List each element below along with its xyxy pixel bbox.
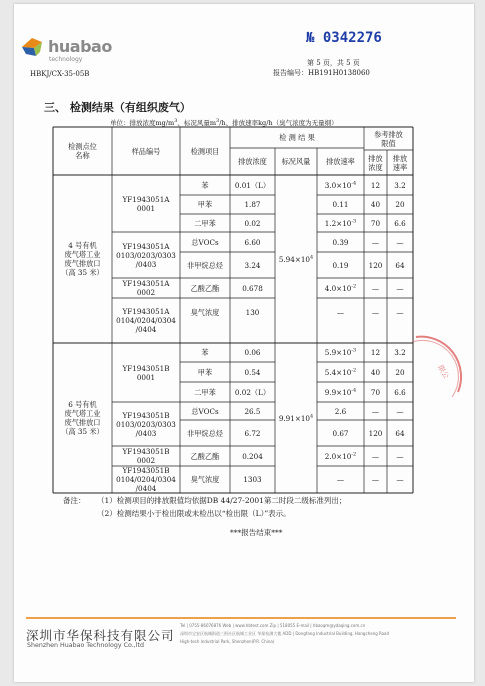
concentration-value: 1303 [243,475,262,484]
section-title: 三、 检测结果（有组织废气） [44,101,191,114]
sample-id: YF1943051A 0002 [122,279,170,297]
limit-concentration: — [371,283,380,293]
test-item: 二甲苯 [194,387,216,397]
footer-company-en: Shenzhen Huabao Technology Co.,ltd [27,642,144,649]
logo-text: huabao [48,37,112,56]
limit-concentration: 12 [370,348,381,357]
limit-concentration: 70 [370,387,381,397]
sample-id: YF1943051A 0104/0204/0304 /0404 [116,307,176,334]
notes-label: 备注： [63,496,86,505]
flow-value: $9.91\times 10^4$ [278,413,314,423]
test-item: 苯 [201,348,209,357]
test-item: 苯 [201,180,209,190]
test-item: 总VOCs [191,237,219,247]
limit-concentration: 120 [368,260,383,270]
header-flow: 标况风量 [281,157,311,166]
footer-address: 深圳市宝安区航城街道三围社区航城工业区 华保检测大楼 ADD | Dongfang Industrial Building, Hangcheng Road [180,631,390,636]
sample-id: YF1943051B 0104/0204/0304 /0404 [116,466,176,493]
note-1: （1）检测项目的排放限值均依据DB 44/27-2001第二时段二级标准列出； [97,496,347,505]
limit-rate: 6.6 [394,387,406,397]
header-limit-rate: 排放 速率 [392,153,408,172]
header-sample-id: 样品编号 [131,146,161,156]
concentration-value: 130 [245,307,260,317]
rate-value: 0.67 [332,428,349,438]
limit-concentration: — [371,475,380,484]
svg-text:限公: 限公 [436,364,451,381]
header-limit: 参考排放 限值 [374,129,403,148]
limit-concentration: — [371,307,380,317]
limit-rate: — [396,237,404,247]
limit-rate: 6.6 [394,218,406,228]
limit-concentration: — [371,451,380,461]
rate-value: — [336,475,345,484]
concentration-value: 1.87 [244,200,261,209]
rate-value: 0.39 [332,237,349,247]
footer-divider [26,617,456,619]
rate-value: — [336,307,345,317]
document-number: № 0342276 [306,30,382,46]
header-rate: 排放速率 [326,157,355,166]
test-item: 二甲苯 [194,218,216,228]
test-item: 乙酸乙酯 [190,283,220,293]
limit-rate: 3.2 [394,348,406,357]
limit-rate: 20 [395,367,405,377]
limit-concentration: 70 [370,218,381,228]
concentration-value: 0.02（L） [234,387,271,397]
sample-id: YF1943051B 0002 [122,447,170,465]
page-info: 第 5 页，共 5 页 [307,59,360,67]
limit-concentration: 40 [370,200,381,209]
rate-value: $3.0\times 10^{-4}$ [324,180,357,190]
limit-rate: — [396,307,404,317]
limit-concentration: 12 [370,180,381,190]
concentration-value: 0.204 [242,451,263,461]
concentration-value: 0.678 [242,283,263,293]
sample-id: YF1943051A 0103/0203/0303 /0403 [116,241,176,269]
limit-rate: — [396,283,404,293]
concentration-value: 0.01（L） [234,180,271,190]
concentration-value: 26.5 [244,406,261,416]
concentration-value: 6.72 [244,428,261,438]
rate-value: 0.19 [332,260,349,270]
limit-concentration: 40 [370,367,381,377]
unit-note: 单位：排放浓度$mg/m^3$、标况风量$m^3/h$、排放速率kg/h（臭气浓度为无量纲） [110,118,338,128]
rate-value: 2.6 [334,406,347,416]
point-name: 6 号有机 废气塔工业 废气排放口 （高 35 米） [61,400,104,436]
limit-rate: 20 [395,200,405,209]
company-seal-stamp [408,332,468,402]
rate-value: $5.9\times 10^{-3}$ [324,347,357,357]
limit-concentration: — [371,406,380,416]
report-end: ***报告结束*** [230,528,283,537]
test-item: 臭气浓度 [190,475,220,484]
test-item: 甲苯 [197,367,213,377]
rate-value: $4.0\times 10^{-2}$ [324,283,357,293]
report-number: 报告编号：HB191H0138060 [273,69,370,77]
rate-value: $5.4\times 10^{-2}$ [324,367,357,377]
limit-rate: 3.2 [394,180,406,190]
concentration-value: 0.02 [244,218,261,228]
limit-rate: — [396,406,404,416]
concentration-value: 3.24 [244,260,261,270]
note-2: （2）检测结果小于检出限或未检出以“检出限（L）”表示。 [97,509,291,518]
test-item: 总VOCs [191,406,219,416]
header-test-item: 检测项目 [190,146,220,156]
concentration-value: 0.06 [244,348,261,357]
concentration-value: 0.54 [244,367,261,377]
test-item: 非甲烷总烃 [187,428,223,438]
header-point: 检测点位 名称 [68,142,97,160]
header-results: 检 测 结 果 [279,133,315,142]
form-code: HBKJ/CX-35-05B [30,70,90,78]
limit-rate: — [396,451,404,461]
limit-concentration: — [371,237,380,247]
limit-rate: 64 [395,428,405,438]
footer-company-name: 深圳市华保科技有限公司 [26,628,175,643]
logo-subtitle: technology [49,56,83,63]
test-item: 非甲烷总烃 [187,260,223,270]
rate-value: $9.9\times 10^{-4}$ [324,387,357,397]
limit-rate: 64 [395,260,405,270]
point-name: 4 号有机 废气塔工业 废气排放口 （高 35 米） [61,241,104,277]
rate-value: 0.11 [332,200,349,209]
test-item: 乙酸乙酯 [190,451,220,461]
footer-contact: Tel | 0755-86076876 Web | www.hbtest.com Zip | 518055 E-mail | hbaoqm@ydaqing.com.cn [180,623,366,628]
sample-id: YF1943051A 0001 [122,194,170,213]
footer-address-2: High-tech Industrial Park, Shenzhen(P.R. China) [180,639,275,644]
rate-value: $1.2\times 10^{-3}$ [324,218,357,228]
rate-value: $2.0\times 10^{-2}$ [324,451,357,461]
concentration-value: 6.60 [244,237,261,247]
header-concentration: 排放浓度 [238,157,267,166]
limit-rate: — [396,475,404,484]
sample-id: YF1943051B 0001 [122,363,170,382]
header-limit-concentration: 排放 浓度 [368,153,383,172]
sample-id: YF1943051B 0103/0203/0303 /0403 [116,410,176,438]
test-item: 甲苯 [197,200,213,209]
flow-value: $5.94\times 10^4$ [278,254,314,264]
test-item: 臭气浓度 [190,307,220,317]
limit-concentration: 120 [368,428,383,438]
